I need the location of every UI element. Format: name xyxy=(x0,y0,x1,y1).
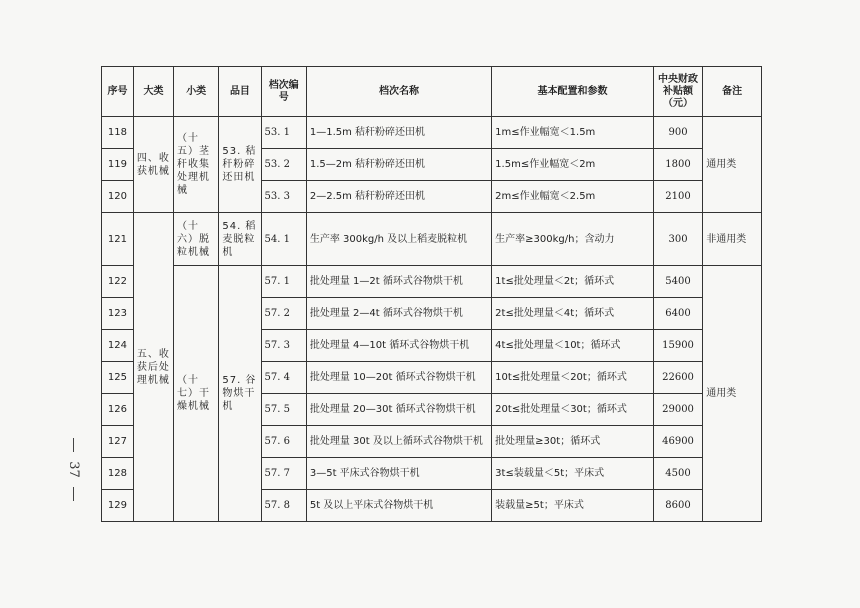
subsidy-cell: 2100 xyxy=(653,181,702,213)
item-cell: 53. 秸秆粉碎还田机 xyxy=(219,117,261,213)
header-item: 品目 xyxy=(219,67,261,117)
tier-name-cell: 2—2.5m 秸秆粉碎还田机 xyxy=(306,181,491,213)
table-row xyxy=(102,117,762,149)
subsidy-cell: 15900 xyxy=(653,330,702,362)
config-cell: 生产率≥300kg/h；含动力 xyxy=(492,213,654,266)
config-cell: 20t≤批处理量＜30t；循环式 xyxy=(492,394,654,426)
tier-code-cell: 57. 6 xyxy=(261,426,306,458)
subsidy-table xyxy=(101,66,762,522)
subcategory-cell: （十五）茎秆收集处理机械 xyxy=(174,117,219,213)
seq-cell: 125 xyxy=(102,362,134,394)
seq-cell: 129 xyxy=(102,490,134,522)
seq-cell: 119 xyxy=(102,149,134,181)
header-remark: 备注 xyxy=(703,67,762,117)
tier-name-cell: 5t 及以上平床式谷物烘干机 xyxy=(306,490,491,522)
config-cell: 2m≤作业幅宽＜2.5m xyxy=(492,181,654,213)
config-cell: 1m≤作业幅宽＜1.5m xyxy=(492,117,654,149)
category-cell: 四、收获机械 xyxy=(133,117,173,213)
category-cell: 五、收获后处理机械 xyxy=(133,213,173,522)
remark-cell: 通用类 xyxy=(703,266,762,522)
tier-code-cell: 57. 8 xyxy=(261,490,306,522)
config-cell: 1.5m≤作业幅宽＜2m xyxy=(492,149,654,181)
remark-cell: 非通用类 xyxy=(703,213,762,266)
header-tier-code: 档次编号 xyxy=(261,67,306,117)
tier-code-cell: 53. 1 xyxy=(261,117,306,149)
config-cell: 2t≤批处理量＜4t；循环式 xyxy=(492,298,654,330)
seq-cell: 127 xyxy=(102,426,134,458)
page-number-text: 37 xyxy=(65,461,81,478)
tier-name-cell: 批处理量 30t 及以上循环式谷物烘干机 xyxy=(306,426,491,458)
tier-code-cell: 57. 2 xyxy=(261,298,306,330)
tier-name-cell: 1—1.5m 秸秆粉碎还田机 xyxy=(306,117,491,149)
page-number-dash-bottom xyxy=(73,487,74,501)
remark-cell: 通用类 xyxy=(703,117,762,213)
subsidy-cell: 22600 xyxy=(653,362,702,394)
seq-cell: 123 xyxy=(102,298,134,330)
subsidy-cell: 1800 xyxy=(653,149,702,181)
table-row xyxy=(102,266,762,298)
tier-name-cell: 批处理量 4—10t 循环式谷物烘干机 xyxy=(306,330,491,362)
header-subcategory: 小类 xyxy=(174,67,219,117)
subsidy-cell: 6400 xyxy=(653,298,702,330)
seq-cell: 124 xyxy=(102,330,134,362)
tier-name-cell: 生产率 300kg/h 及以上稻麦脱粒机 xyxy=(306,213,491,266)
tier-code-cell: 54. 1 xyxy=(261,213,306,266)
subsidy-cell: 29000 xyxy=(653,394,702,426)
tier-code-cell: 53. 3 xyxy=(261,181,306,213)
tier-code-cell: 57. 7 xyxy=(261,458,306,490)
seq-cell: 126 xyxy=(102,394,134,426)
header-config: 基本配置和参数 xyxy=(492,67,654,117)
config-cell: 批处理量≥30t；循环式 xyxy=(492,426,654,458)
tier-name-cell: 批处理量 10—20t 循环式谷物烘干机 xyxy=(306,362,491,394)
tier-name-cell: 1.5—2m 秸秆粉碎还田机 xyxy=(306,149,491,181)
subcategory-cell: （十七）干燥机械 xyxy=(174,266,219,522)
tier-name-cell: 批处理量 20—30t 循环式谷物烘干机 xyxy=(306,394,491,426)
subsidy-cell: 5400 xyxy=(653,266,702,298)
seq-cell: 128 xyxy=(102,458,134,490)
page-number xyxy=(58,436,88,506)
seq-cell: 120 xyxy=(102,181,134,213)
seq-cell: 122 xyxy=(102,266,134,298)
tier-code-cell: 53. 2 xyxy=(261,149,306,181)
config-cell: 3t≤装载量＜5t；平床式 xyxy=(492,458,654,490)
subsidy-cell: 4500 xyxy=(653,458,702,490)
subsidy-cell: 8600 xyxy=(653,490,702,522)
subsidy-cell: 46900 xyxy=(653,426,702,458)
subsidy-cell: 900 xyxy=(653,117,702,149)
table-row xyxy=(102,213,762,266)
tier-code-cell: 57. 4 xyxy=(261,362,306,394)
subcategory-cell: （十六）脱粒机械 xyxy=(174,213,219,266)
config-cell: 10t≤批处理量＜20t；循环式 xyxy=(492,362,654,394)
header-category: 大类 xyxy=(133,67,173,117)
tier-name-cell: 批处理量 2—4t 循环式谷物烘干机 xyxy=(306,298,491,330)
header-subsidy: 中央财政补贴额（元） xyxy=(653,67,702,117)
tier-name-cell: 3—5t 平床式谷物烘干机 xyxy=(306,458,491,490)
item-cell: 57. 谷物烘干机 xyxy=(219,266,261,522)
header-row xyxy=(102,67,762,117)
header-tier-name: 档次名称 xyxy=(306,67,491,117)
header-seq: 序号 xyxy=(102,67,134,117)
tier-code-cell: 57. 3 xyxy=(261,330,306,362)
tier-code-cell: 57. 5 xyxy=(261,394,306,426)
item-cell: 54. 稻麦脱粒机 xyxy=(219,213,261,266)
page-number-dash-top xyxy=(73,438,74,452)
config-cell: 4t≤批处理量＜10t；循环式 xyxy=(492,330,654,362)
tier-name-cell: 批处理量 1—2t 循环式谷物烘干机 xyxy=(306,266,491,298)
tier-code-cell: 57. 1 xyxy=(261,266,306,298)
subsidy-cell: 300 xyxy=(653,213,702,266)
config-cell: 1t≤批处理量＜2t；循环式 xyxy=(492,266,654,298)
config-cell: 装载量≥5t；平床式 xyxy=(492,490,654,522)
seq-cell: 118 xyxy=(102,117,134,149)
seq-cell: 121 xyxy=(102,213,134,266)
